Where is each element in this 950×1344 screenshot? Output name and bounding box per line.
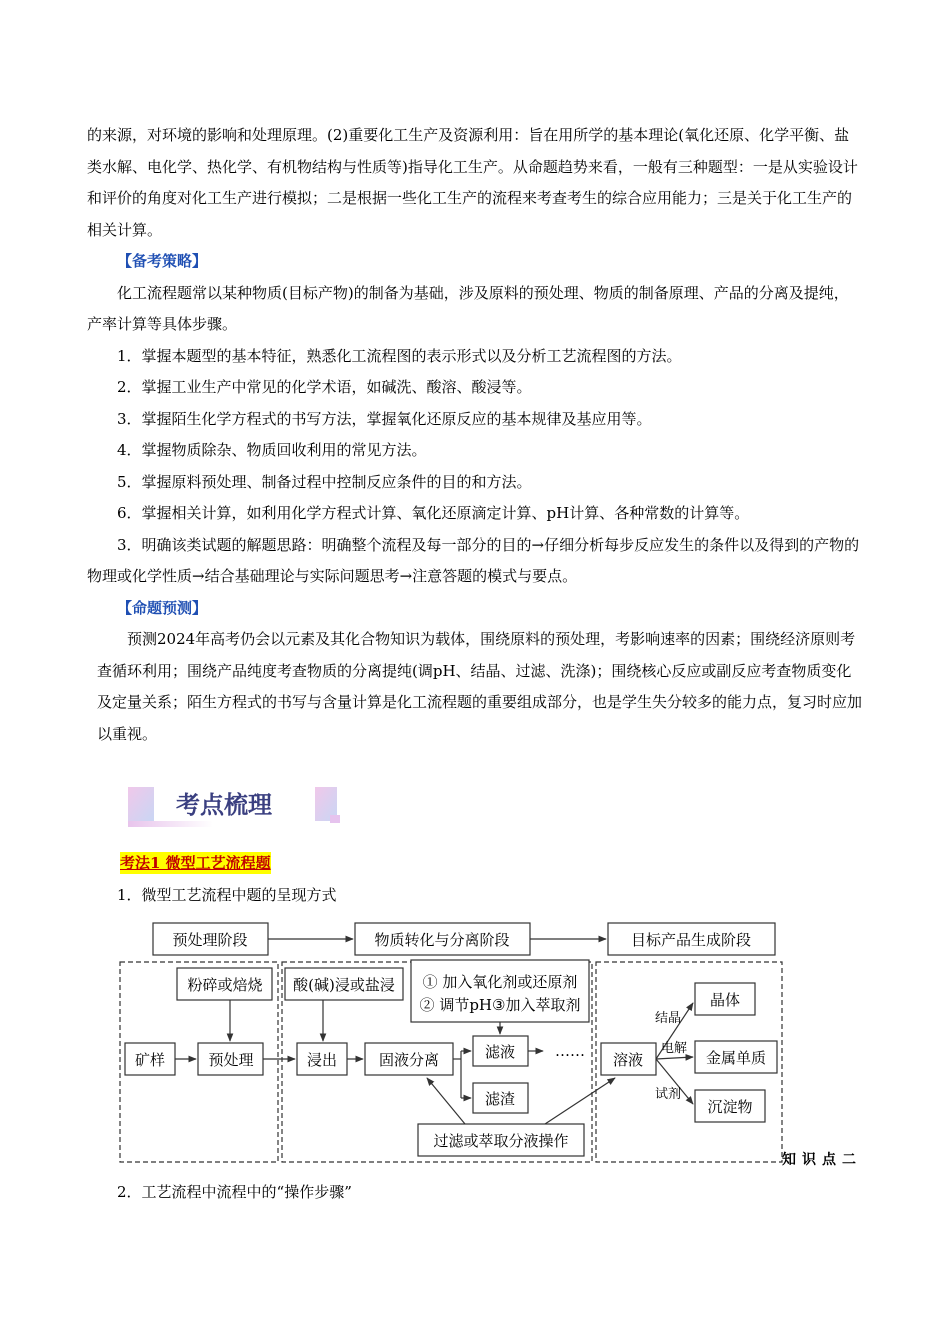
knowledge-point-2-label: 知识点二 — [782, 1152, 862, 1168]
ellipsis-label: …… — [555, 1042, 585, 1060]
strategy-item-4: 4．掌握物质除杂、物质回收利用的常见方法。 — [117, 441, 427, 459]
process-flow-diagram — [115, 918, 795, 1168]
crush-roast-label: 粉碎或焙烧 — [187, 976, 263, 994]
strategy-item-2: 2．掌握工业生产中常见的化学术语，如碱洗、酸溶、酸浸等。 — [117, 378, 532, 396]
precipitate-label: 沉淀物 — [707, 1098, 753, 1116]
leaching-method-label: 酸(碱)浸或盐浸 — [293, 976, 395, 994]
strategy-item-1: 1．掌握本题型的基本特征，熟悉化工流程图的表示形式以及分析工艺流程图的方法。 — [117, 346, 682, 365]
reagent-label-2: ② 调节pH③加入萃取剂 — [419, 996, 581, 1014]
subheading-2: 2．工艺流程中流程中的“操作步骤” — [117, 1183, 352, 1201]
reagent-label-1: ① 加入氧化剂或还原剂 — [422, 973, 578, 991]
solution-label: 溶液 — [612, 1051, 644, 1069]
filtrate-label: 滤液 — [484, 1043, 516, 1061]
crystal-label: 晶体 — [709, 991, 741, 1009]
electrolysis-label: 电解 — [661, 1041, 688, 1056]
strategy-item-3: 3．掌握陌生化学方程式的书写方法，掌握氧化还原反应的基本规律及基应用等。 — [117, 409, 652, 428]
pretreatment-label: 预处理 — [208, 1051, 254, 1069]
page-content — [87, 120, 863, 750]
strategy-item-6: 6．掌握相关计算，如利用化学方程式计算、氧化还原滴定计算、pH计算、各种常数的计算等。 — [117, 504, 750, 522]
section-banner — [128, 785, 343, 829]
subheading-1: 1．微型工艺流程中题的呈现方式 — [117, 886, 337, 904]
stage-3-label: 目标产品生成阶段 — [630, 931, 752, 949]
strategy-paragraph: 化工流程题常以某种物质(目标产物)的制备为基础，涉及原料的预处理、物质的制备原理、产品的分离及提纯，产率计算等具体步骤。 — [87, 283, 849, 333]
reagent-arrow-label: 试剂 — [655, 1087, 682, 1102]
banner-title: 考点梳理 — [176, 790, 272, 819]
strategy-item-5: 5．掌握原料预处理、制备过程中控制反应条件的目的和方法。 — [117, 472, 532, 491]
intro-paragraph: 的来源，对环境的影响和处理原理。(2)重要化工生产及资源利用：旨在用所学的基本理论(氧化还原、化学平衡、盐类水解、电化学、热化学、有机物结构与性质等)指导化工生产。从命题趋势来看，一般有三种题型：一是从实验设计和评价的角度对化工生产进行模拟；二是根据一些化工生产的流程来考查考生的综合应用能力；三是关于化工生产的相关计算。 — [87, 126, 858, 239]
ore-sample-label: 矿样 — [134, 1051, 166, 1069]
strategy-heading: 【备考策略】 — [117, 252, 208, 270]
residue-label: 滤渣 — [484, 1090, 516, 1108]
strategy-item-7: 3．明确该类试题的解题思路：明确整个流程及每一部分的目的→仔细分析每步反应发生的条件以及得到的产物的物理或化学性质→结合基础理论与实际问题思考→注意答题的模式与要点。 — [87, 535, 860, 585]
leaching-label: 浸出 — [306, 1051, 338, 1069]
stage-1-label: 预处理阶段 — [172, 931, 248, 949]
metal-label: 金属单质 — [705, 1049, 767, 1067]
prediction-paragraph: 预测2024年高考仍会以元素及其化合物知识为载体，围绕原料的预处理，考影响速率的因素；围绕经济原则考查循环利用；围绕产品纯度考查物质的分离提纯(调pH、结晶、过滤、洗涤)；围绕核心反应或副反应考查物质变化及定量关系；陌生方程式的书写与含量计算是化工流程题的重要组成部分，也是学生失分较多的能力点，复习时应加以重视。 — [97, 630, 863, 743]
prediction-heading: 【命题预测】 — [117, 598, 208, 617]
stage-2-label: 物质转化与分离阶段 — [374, 931, 510, 949]
filter-extract-label: 过滤或萃取分液操作 — [433, 1132, 569, 1150]
method-title: 考法1 微型工艺流程题 — [120, 854, 271, 872]
solid-liquid-separation-label: 固液分离 — [378, 1051, 440, 1069]
crystallize-label: 结晶 — [655, 1011, 682, 1026]
